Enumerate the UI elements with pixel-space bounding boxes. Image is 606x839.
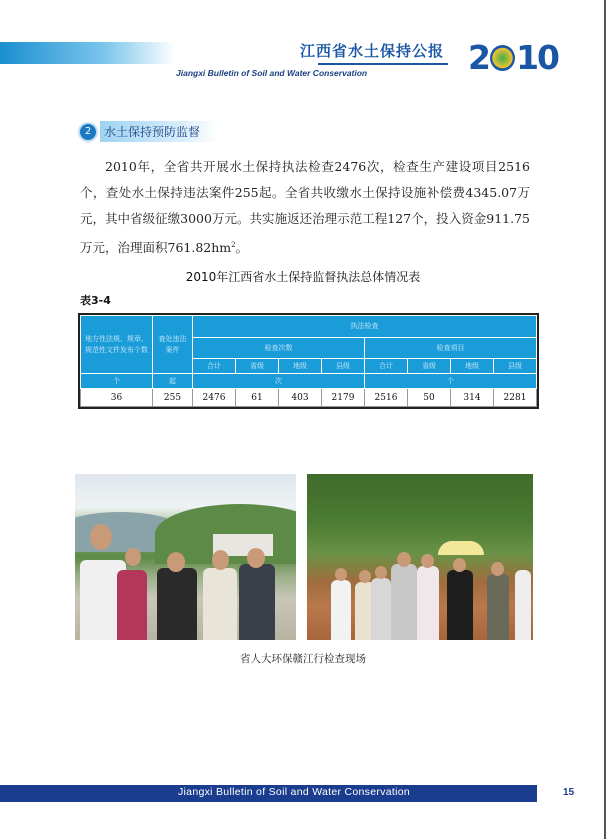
header-stripe	[0, 42, 175, 64]
header-cases: 查处违法案件	[153, 316, 193, 374]
header-inspection-count: 检查次数	[193, 337, 365, 358]
table-cell: 50	[408, 389, 451, 407]
globe-icon	[490, 45, 515, 71]
table-cell: 36	[81, 389, 153, 407]
header-sub-col: 省级	[236, 358, 279, 373]
table-cell: 2281	[494, 389, 537, 407]
table-cell: 2476	[193, 389, 236, 407]
table-row	[81, 389, 537, 407]
photo-caption: 省人大环保赣江行检查现场	[240, 653, 366, 665]
inspection-photo-right	[307, 474, 533, 640]
table-cell: 403	[279, 389, 322, 407]
body-paragraph	[80, 154, 530, 261]
bulletin-title: 江西省水土保持公报	[300, 42, 445, 60]
unit-cell: 次	[193, 374, 365, 389]
table-cell: 2179	[322, 389, 365, 407]
header-inspection-projects: 检查项目	[365, 337, 537, 358]
header-regulations: 地方性法规、规章、规范性文件发布个数	[81, 316, 153, 374]
logo-digit-two: 2	[468, 38, 489, 77]
header-sub-col: 合计	[193, 358, 236, 373]
footer-title: Jiangxi Bulletin of Soil and Water Conservation	[178, 786, 410, 798]
unit-cell: 个	[81, 374, 153, 389]
umbrella	[438, 541, 484, 555]
section-heading	[80, 121, 218, 142]
paragraph-text: 2010年，全省共开展水土保持执法检查2476次，检查生产建设项目2516个，查处水土保持违法案件255起。全省共收缴水土保持设施补偿费4345.07万元，其中省级征缴3000万元。共实施返还治理示范工程127个，投入资金911.75万元，治理面积761.82hm	[80, 159, 530, 256]
header-rule	[318, 63, 448, 65]
table-cell: 255	[153, 389, 193, 407]
table-cell: 314	[451, 389, 494, 407]
header-sub-col: 地级	[279, 358, 322, 373]
table-label: 表3-4	[80, 294, 111, 307]
logo-digits-ten: 10	[516, 38, 558, 77]
table-title: 2010年江西省水土保持监督执法总体情况表	[185, 270, 421, 284]
header-inspection-group: 执法检查	[193, 316, 537, 338]
section-title: 水土保持预防监督	[100, 121, 218, 142]
bulletin-subtitle: Jiangxi Bulletin of Soil and Water Conservation	[176, 68, 368, 78]
header-sub-col: 省级	[408, 358, 451, 373]
unit-cell: 个	[365, 374, 537, 389]
year-logo	[468, 40, 558, 76]
supervision-table	[78, 313, 539, 409]
unit-cell: 起	[153, 374, 193, 389]
area-unit-superscript: 2	[231, 241, 236, 249]
page-number: 15	[563, 787, 575, 798]
inspection-photo-left	[75, 474, 296, 640]
header-sub-col: 地级	[451, 358, 494, 373]
table-cell: 61	[236, 389, 279, 407]
header-sub-col: 县级	[494, 358, 537, 373]
header-sub-col: 县级	[322, 358, 365, 373]
header-sub-col: 合计	[365, 358, 408, 373]
section-number-badge: 2	[80, 124, 96, 140]
paragraph-end: 。	[235, 240, 249, 256]
table-cell: 2516	[365, 389, 408, 407]
